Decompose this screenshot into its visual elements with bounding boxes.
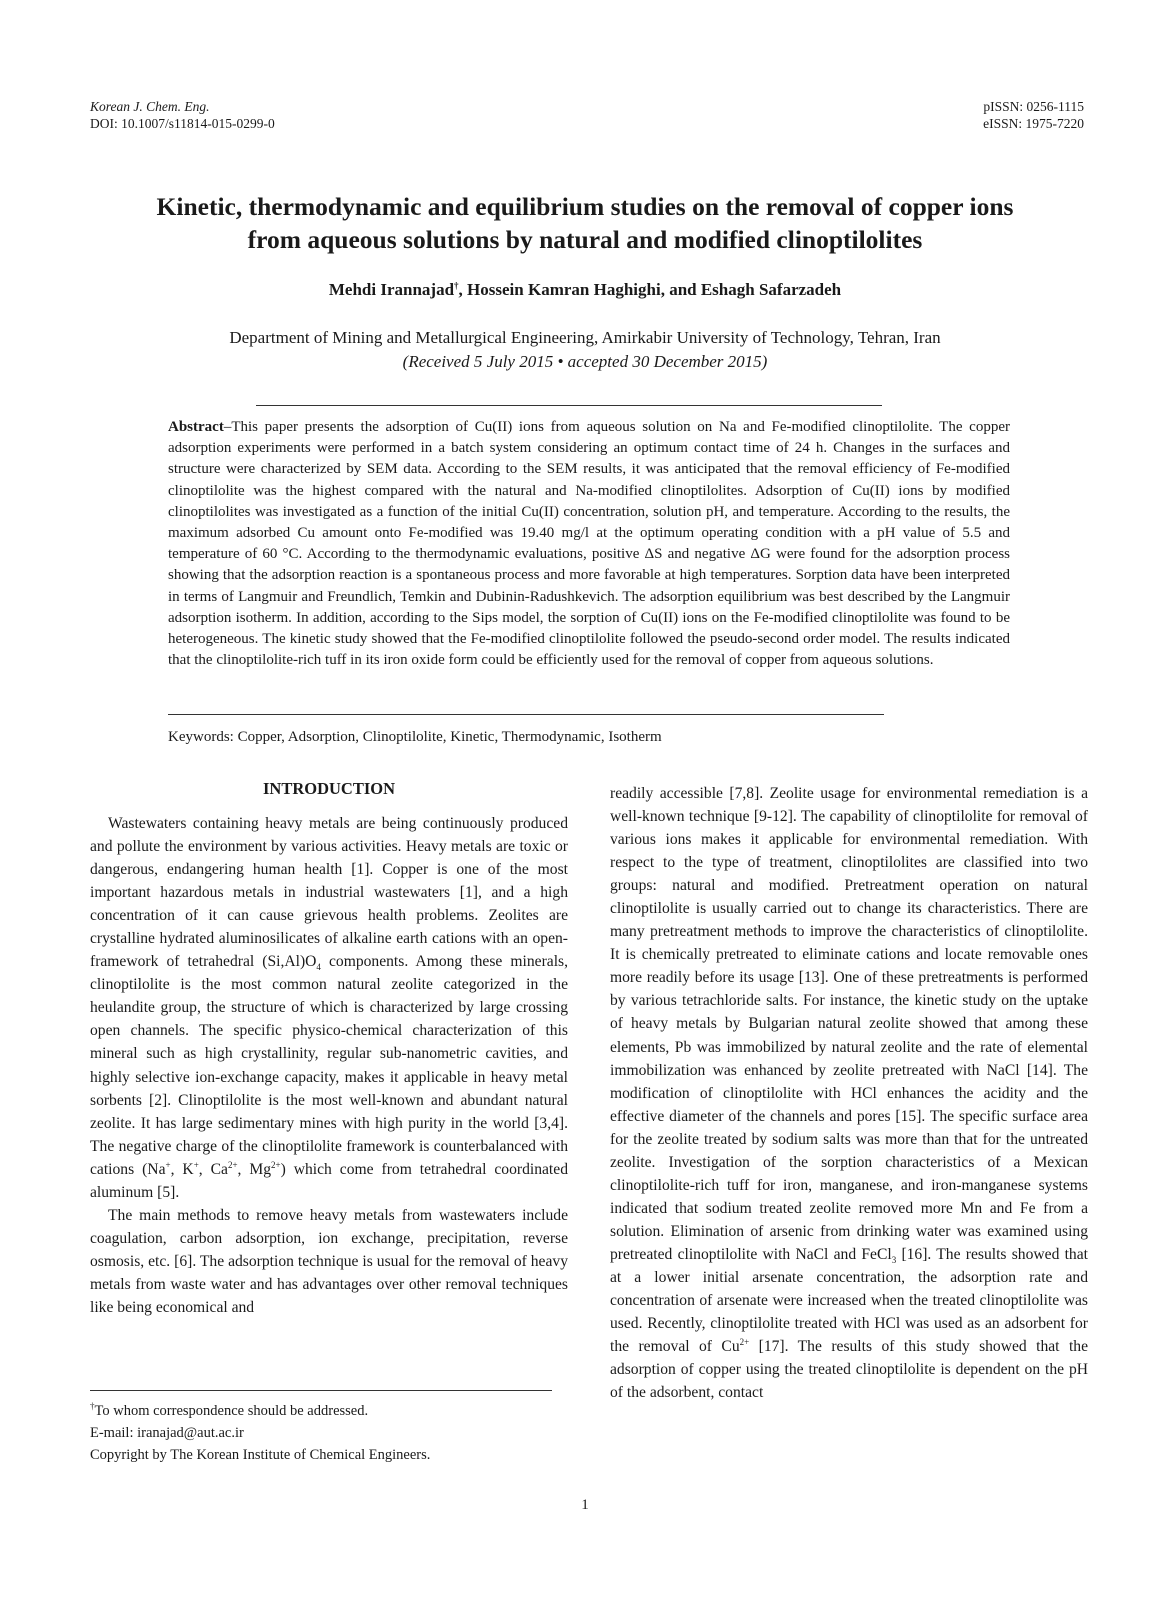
- paragraph: [610, 782, 1088, 1404]
- abstract-top-rule: [256, 405, 882, 406]
- author-1: Mehdi Irannajad: [328, 280, 455, 299]
- footnote-copyright: Copyright by The Korean Institute of Chemical Engineers.: [90, 1447, 431, 1463]
- text-run: readily accessible [7,8]. Zeolite usage for environmental remediation is a well-known technique [9-12]. The capability of clinoptilolite for removal of various ions makes it applicable for environmental remediation. With respect to the type of treatment, clinoptilolites are classified into two groups: natural and modified. Pretreatment operation on natural clinoptilolite is usually carried out to change its characteristics. There are many pretreatment methods to improve the characteristics of clinoptilolite. It is chemically pretreated to eliminate cations and locate removable ones more readily before its usage [13]. One of these pretreatments is performed by various tetrachloride salts. For instance, the kinetic study on the uptake of heavy metals by Bulgarian natural zeolite showed that among these elements, Pb was immobilized by natural zeolite and the rate of elemental immobilization was enhanced by zeolite pretreated with NaCl [14]. The modification of clinoptilolite with HCl enhances the acidity and the effective diameter of the channels and pores [15]. The specific surface area for the zeolite treated by sodium salts was more than that for the untreated zeolite. Investigation of the sorption characteristics of a Mexican clinoptilolite-rich tuff for iron, manganese, and iron-manganese systems indicated that sodium treated zeolite removed more Mn and Fe from a solution. Elimination of arsenic from drinking water was examined using pretreated clinoptilolite with NaCl and FeCl: [610, 785, 1088, 1263]
- text-run: Wastewaters containing heavy metals are being continuously produced and pollute the environment by various activities. Heavy metals are toxic or dangerous, endangering human health [1]. Copper is one of the most important hazardous metals in industrial wastewaters [1], and a high concentration of it can cause grievous health problems. Zeolites are crystalline hydrated aluminosilicates of alkaline earth cations with an open-framework of tetrahedral (Si,Al)O: [90, 815, 568, 971]
- doi: DOI: 10.1007/s11814-015-0299-0: [90, 116, 275, 131]
- subscript: 4: [316, 962, 321, 973]
- abstract-label: Abstract: [168, 419, 224, 435]
- text-run: ) which come from tetrahedral coordinated aluminum [5].: [90, 1160, 568, 1201]
- text-run: , K: [170, 1160, 194, 1178]
- eissn: eISSN: 1975-7220: [983, 116, 1084, 131]
- issn-header: [983, 98, 1084, 132]
- footnote-text: To whom correspondence should be addressed.: [94, 1403, 369, 1419]
- text-run: [16]. The results showed that at a lower initial arsenate concentration, the adsorption rate and concentration of arsenate were increased when the treated clinoptilolite was used. Recently, clinoptilolite treated with HCl was used as an adsorbent for the removal of Cu: [610, 1245, 1088, 1356]
- footnote-email: E-mail: iranajad@aut.ac.ir: [90, 1425, 244, 1441]
- footnote-correspondence: [90, 1400, 430, 1422]
- affiliation-block: [0, 326, 1170, 374]
- text-run: components. Among these minerals, clinoptilolite is the most common natural zeolite categorized in the heulandite group, the structure of which is characterized by large crossing open channels. The specific physico-chemical characterization of this mineral such as high crystallinity, regular sub-nanometric cavities, and highly selective ion-exchange capacity, makes it applicable in heavy metal sorbents [2]. Clinoptilolite is the most well-known and abundant natural zeolite. It has large sedimentary mines with high purity in the world [3,4]. The negative charge of the clinoptilolite framework is counterbalanced with cations (Na: [90, 953, 568, 1178]
- abstract-bottom-rule: [168, 714, 884, 715]
- superscript: 2+: [227, 1159, 238, 1170]
- journal-header: [90, 98, 275, 132]
- paragraph: The main methods to remove heavy metals from wastewaters include coagulation, carbon adsorption, ion exchange, precipitation, reverse osmosis, etc. [6]. The adsorption technique is usual for the removal of heavy metals from waste water and has advantages over other removal techniques like being economical and: [90, 1206, 568, 1316]
- page-number: 1: [581, 1497, 589, 1513]
- left-column: [90, 812, 568, 1319]
- pissn: pISSN: 0256-1115: [983, 99, 1084, 114]
- right-column: [610, 782, 1088, 1404]
- title-line-1: Kinetic, thermodynamic and equilibrium studies on the removal of copper ions: [156, 192, 1014, 221]
- author-list: [0, 280, 1170, 300]
- text-run: [17]. The results of this study showed that the adsorption of copper using the treated clinoptilolite is dependent on the pH of the adsorbent, contact: [610, 1338, 1088, 1402]
- journal-name: Korean J. Chem. Eng.: [90, 99, 210, 114]
- received-dates: (Received 5 July 2015 • accepted 30 December 2015): [402, 352, 768, 371]
- superscript: 2+: [739, 1336, 750, 1347]
- other-authors: , Hossein Kamran Haghighi, and Eshagh Safarzadeh: [458, 280, 842, 299]
- footnote-mark: †: [90, 1401, 95, 1412]
- paper-title: [60, 190, 1110, 256]
- text-run: , Ca: [198, 1160, 228, 1178]
- subscript: 3: [891, 1255, 897, 1266]
- superscript: 2+: [271, 1159, 281, 1170]
- text-run: , Mg: [237, 1160, 272, 1178]
- keywords: Keywords: Copper, Adsorption, Clinoptilolite, Kinetic, Thermodynamic, Isotherm: [168, 729, 662, 745]
- footnote-rule: [90, 1390, 552, 1391]
- title-line-2: from aqueous solutions by natural and modified clinoptilolites: [247, 225, 923, 254]
- footnote: [90, 1400, 430, 1466]
- abstract: [168, 417, 1010, 671]
- section-heading: INTRODUCTION: [262, 779, 396, 798]
- abstract-text: –This paper presents the adsorption of Cu(II) ions from aqueous solution on Na and Fe-modified clinoptilolite. The copper adsorption experiments were performed in a batch system considering an optimum contact time of 24 h. Changes in the surfaces and structure were characterized by SEM data. According to the SEM results, it was anticipated that the removal efficiency of Fe-modified clinoptilolite was the highest compared with the natural and Na-modified clinoptilolites. Adsorption of Cu(II) ions by modified clinoptilolites was investigated as a function of the initial Cu(II) concentration, solution pH, and temperature. According to the results, the maximum adsorbed Cu amount onto Fe-modified was 19.40 mg/l at the optimum operating condition with a pH value of 5.5 and temperature of 60 °C. According to the thermodynamic evaluations, positive ΔS and negative ΔG were found for the adsorption process showing that the adsorption reaction is a spontaneous process and more favorable at high temperatures. Sorption data have been interpreted in terms of Langmuir and Freundlich, Temkin and Dubinin-Radushkevich. The adsorption equilibrium was best described by the Langmuir adsorption isotherm. In addition, according to the Sips model, the sorption of Cu(II) ions on the Fe-modified clinoptilolite was found to be heterogeneous. The kinetic study showed that the Fe-modified clinoptilolite followed the pseudo-second order model. The results indicated that the clinoptilolite-rich tuff in its iron oxide form could be efficiently used for the removal of copper from aqueous solutions.: [168, 419, 1010, 669]
- superscript: +: [165, 1159, 171, 1170]
- corresponding-mark: †: [454, 280, 459, 291]
- affiliation: Department of Mining and Metallurgical Engineering, Amirkabir University of Technology, Tehran, Iran: [229, 328, 941, 347]
- superscript: +: [193, 1159, 199, 1170]
- paragraph: [90, 812, 568, 1204]
